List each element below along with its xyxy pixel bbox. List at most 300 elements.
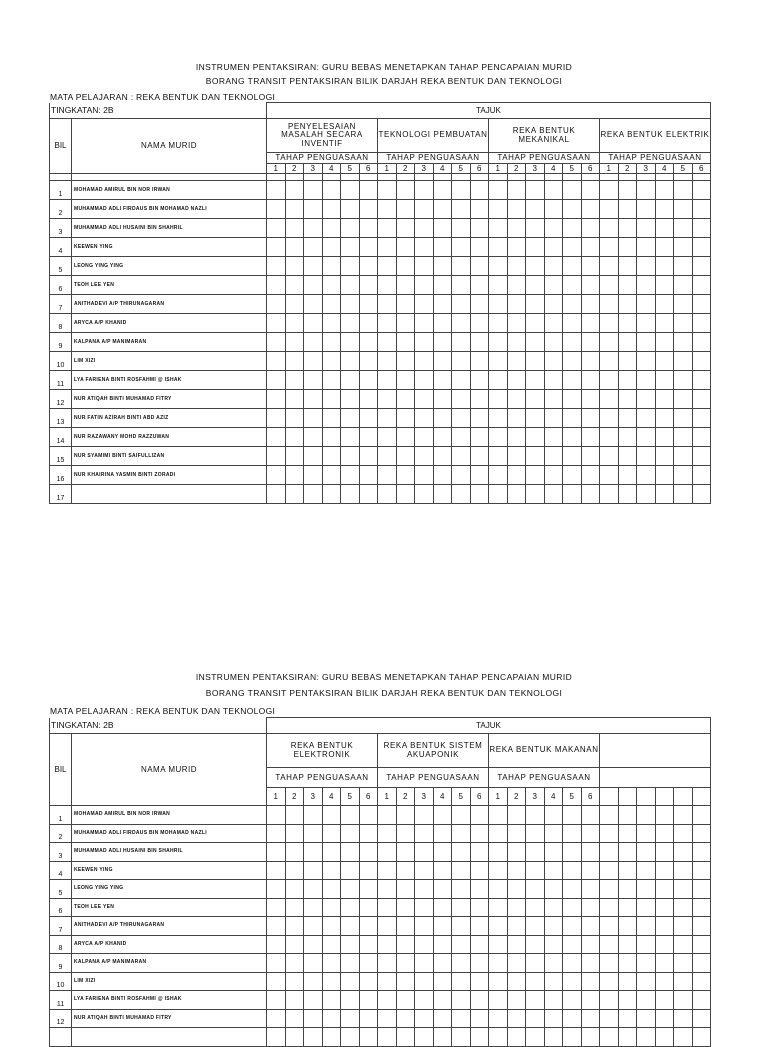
score-cell[interactable] (452, 333, 471, 352)
score-cell[interactable] (618, 333, 637, 352)
score-cell[interactable] (452, 409, 471, 428)
score-cell[interactable] (489, 295, 508, 314)
score-cell[interactable] (674, 898, 693, 917)
score-cell[interactable] (692, 181, 711, 200)
score-cell[interactable] (544, 314, 563, 333)
score-cell[interactable] (655, 447, 674, 466)
score-cell[interactable] (396, 935, 415, 954)
score-cell[interactable] (378, 200, 397, 219)
score-cell[interactable] (267, 935, 286, 954)
score-cell[interactable] (304, 447, 323, 466)
score-cell[interactable] (470, 917, 489, 936)
score-cell[interactable] (359, 352, 378, 371)
score-cell[interactable] (433, 954, 452, 973)
score-cell[interactable] (655, 861, 674, 880)
score-cell[interactable] (507, 314, 526, 333)
score-cell[interactable] (655, 390, 674, 409)
score-cell[interactable] (341, 972, 360, 991)
score-cell[interactable] (563, 314, 582, 333)
score-cell[interactable] (563, 181, 582, 200)
score-cell[interactable] (544, 898, 563, 917)
score-cell[interactable] (489, 314, 508, 333)
score-cell[interactable] (544, 390, 563, 409)
score-cell[interactable] (378, 238, 397, 257)
score-cell[interactable] (581, 181, 600, 200)
score-cell[interactable] (322, 861, 341, 880)
score-cell[interactable] (470, 972, 489, 991)
score-cell[interactable] (618, 824, 637, 843)
score-cell[interactable] (563, 917, 582, 936)
score-cell[interactable] (415, 200, 434, 219)
score-cell[interactable] (415, 390, 434, 409)
score-cell[interactable] (637, 843, 656, 862)
score-cell[interactable] (526, 935, 545, 954)
score-cell[interactable] (637, 972, 656, 991)
score-cell[interactable] (285, 371, 304, 390)
score-cell[interactable] (692, 219, 711, 238)
score-cell[interactable] (544, 954, 563, 973)
score-cell[interactable] (470, 181, 489, 200)
score-cell[interactable] (489, 238, 508, 257)
score-cell[interactable] (692, 991, 711, 1010)
score-cell[interactable] (507, 935, 526, 954)
score-cell[interactable] (655, 917, 674, 936)
score-cell[interactable] (526, 295, 545, 314)
score-cell[interactable] (618, 935, 637, 954)
score-cell[interactable] (581, 276, 600, 295)
score-cell[interactable] (637, 181, 656, 200)
score-cell[interactable] (637, 276, 656, 295)
score-cell[interactable] (637, 824, 656, 843)
score-cell[interactable] (600, 917, 619, 936)
score-cell[interactable] (285, 257, 304, 276)
score-cell[interactable] (341, 935, 360, 954)
score-cell[interactable] (637, 1009, 656, 1028)
score-cell[interactable] (526, 219, 545, 238)
score-cell[interactable] (581, 466, 600, 485)
score-cell[interactable] (544, 352, 563, 371)
score-cell[interactable] (433, 898, 452, 917)
score-cell[interactable] (637, 806, 656, 825)
score-cell[interactable] (674, 238, 693, 257)
score-cell[interactable] (563, 1009, 582, 1028)
score-cell[interactable] (489, 371, 508, 390)
score-cell[interactable] (655, 333, 674, 352)
score-cell[interactable] (581, 390, 600, 409)
score-cell[interactable] (433, 352, 452, 371)
score-cell[interactable] (359, 485, 378, 504)
score-cell[interactable] (489, 333, 508, 352)
score-cell[interactable] (507, 1009, 526, 1028)
score-cell[interactable] (470, 238, 489, 257)
score-cell[interactable] (452, 898, 471, 917)
score-cell[interactable] (600, 257, 619, 276)
score-cell[interactable] (563, 409, 582, 428)
score-cell[interactable] (396, 806, 415, 825)
score-cell[interactable] (489, 917, 508, 936)
score-cell[interactable] (415, 824, 434, 843)
score-cell[interactable] (359, 390, 378, 409)
score-cell[interactable] (267, 880, 286, 899)
score-cell[interactable] (526, 485, 545, 504)
score-cell[interactable] (618, 1009, 637, 1028)
score-cell[interactable] (600, 352, 619, 371)
score-cell[interactable] (452, 954, 471, 973)
score-cell[interactable] (563, 861, 582, 880)
score-cell[interactable] (526, 314, 545, 333)
score-cell[interactable] (452, 276, 471, 295)
score-cell[interactable] (267, 276, 286, 295)
score-cell[interactable] (544, 917, 563, 936)
score-cell[interactable] (396, 954, 415, 973)
score-cell[interactable] (378, 276, 397, 295)
score-cell[interactable] (359, 898, 378, 917)
score-cell[interactable] (637, 257, 656, 276)
score-cell[interactable] (433, 390, 452, 409)
score-cell[interactable] (507, 954, 526, 973)
score-cell[interactable] (692, 371, 711, 390)
score-cell[interactable] (581, 200, 600, 219)
score-cell[interactable] (378, 880, 397, 899)
score-cell[interactable] (544, 824, 563, 843)
score-cell[interactable] (341, 861, 360, 880)
score-cell[interactable] (507, 257, 526, 276)
score-cell[interactable] (378, 824, 397, 843)
score-cell[interactable] (526, 390, 545, 409)
score-cell[interactable] (359, 917, 378, 936)
score-cell[interactable] (378, 390, 397, 409)
score-cell[interactable] (655, 466, 674, 485)
score-cell[interactable] (452, 972, 471, 991)
score-cell[interactable] (526, 200, 545, 219)
score-cell[interactable] (618, 181, 637, 200)
score-cell[interactable] (637, 1028, 656, 1047)
score-cell[interactable] (581, 972, 600, 991)
score-cell[interactable] (322, 276, 341, 295)
score-cell[interactable] (433, 1028, 452, 1047)
score-cell[interactable] (507, 466, 526, 485)
score-cell[interactable] (396, 1028, 415, 1047)
score-cell[interactable] (581, 257, 600, 276)
score-cell[interactable] (285, 898, 304, 917)
score-cell[interactable] (285, 409, 304, 428)
score-cell[interactable] (396, 447, 415, 466)
score-cell[interactable] (581, 824, 600, 843)
score-cell[interactable] (378, 447, 397, 466)
score-cell[interactable] (489, 806, 508, 825)
score-cell[interactable] (470, 200, 489, 219)
score-cell[interactable] (322, 991, 341, 1010)
score-cell[interactable] (415, 295, 434, 314)
score-cell[interactable] (470, 276, 489, 295)
score-cell[interactable] (618, 466, 637, 485)
score-cell[interactable] (433, 972, 452, 991)
score-cell[interactable] (581, 806, 600, 825)
score-cell[interactable] (396, 295, 415, 314)
score-cell[interactable] (322, 428, 341, 447)
score-cell[interactable] (378, 257, 397, 276)
score-cell[interactable] (267, 917, 286, 936)
score-cell[interactable] (452, 181, 471, 200)
score-cell[interactable] (359, 314, 378, 333)
score-cell[interactable] (433, 447, 452, 466)
score-cell[interactable] (544, 181, 563, 200)
score-cell[interactable] (563, 257, 582, 276)
score-cell[interactable] (322, 333, 341, 352)
score-cell[interactable] (470, 485, 489, 504)
score-cell[interactable] (433, 1009, 452, 1028)
score-cell[interactable] (581, 295, 600, 314)
score-cell[interactable] (341, 295, 360, 314)
score-cell[interactable] (581, 238, 600, 257)
score-cell[interactable] (378, 806, 397, 825)
score-cell[interactable] (563, 371, 582, 390)
score-cell[interactable] (489, 390, 508, 409)
score-cell[interactable] (600, 954, 619, 973)
score-cell[interactable] (341, 276, 360, 295)
score-cell[interactable] (452, 257, 471, 276)
score-cell[interactable] (526, 991, 545, 1010)
score-cell[interactable] (378, 843, 397, 862)
score-cell[interactable] (618, 352, 637, 371)
score-cell[interactable] (267, 1028, 286, 1047)
score-cell[interactable] (341, 428, 360, 447)
score-cell[interactable] (692, 333, 711, 352)
score-cell[interactable] (507, 972, 526, 991)
score-cell[interactable] (415, 843, 434, 862)
score-cell[interactable] (618, 954, 637, 973)
score-cell[interactable] (285, 806, 304, 825)
score-cell[interactable] (322, 200, 341, 219)
score-cell[interactable] (526, 428, 545, 447)
score-cell[interactable] (489, 954, 508, 973)
score-cell[interactable] (655, 371, 674, 390)
score-cell[interactable] (600, 466, 619, 485)
score-cell[interactable] (304, 1009, 323, 1028)
score-cell[interactable] (526, 371, 545, 390)
score-cell[interactable] (470, 954, 489, 973)
score-cell[interactable] (285, 954, 304, 973)
score-cell[interactable] (378, 333, 397, 352)
score-cell[interactable] (655, 295, 674, 314)
score-cell[interactable] (470, 314, 489, 333)
score-cell[interactable] (396, 1009, 415, 1028)
score-cell[interactable] (489, 200, 508, 219)
score-cell[interactable] (563, 390, 582, 409)
score-cell[interactable] (600, 371, 619, 390)
score-cell[interactable] (526, 466, 545, 485)
score-cell[interactable] (507, 880, 526, 899)
score-cell[interactable] (322, 1009, 341, 1028)
score-cell[interactable] (396, 314, 415, 333)
score-cell[interactable] (396, 880, 415, 899)
score-cell[interactable] (581, 314, 600, 333)
score-cell[interactable] (674, 485, 693, 504)
score-cell[interactable] (267, 843, 286, 862)
score-cell[interactable] (341, 898, 360, 917)
score-cell[interactable] (489, 257, 508, 276)
score-cell[interactable] (618, 447, 637, 466)
score-cell[interactable] (581, 917, 600, 936)
score-cell[interactable] (526, 898, 545, 917)
score-cell[interactable] (526, 181, 545, 200)
score-cell[interactable] (507, 861, 526, 880)
score-cell[interactable] (396, 181, 415, 200)
score-cell[interactable] (618, 314, 637, 333)
score-cell[interactable] (655, 428, 674, 447)
score-cell[interactable] (267, 390, 286, 409)
score-cell[interactable] (267, 409, 286, 428)
score-cell[interactable] (267, 898, 286, 917)
score-cell[interactable] (544, 485, 563, 504)
score-cell[interactable] (452, 806, 471, 825)
score-cell[interactable] (322, 238, 341, 257)
score-cell[interactable] (396, 972, 415, 991)
score-cell[interactable] (674, 861, 693, 880)
score-cell[interactable] (674, 935, 693, 954)
score-cell[interactable] (433, 843, 452, 862)
score-cell[interactable] (544, 371, 563, 390)
score-cell[interactable] (692, 861, 711, 880)
score-cell[interactable] (637, 991, 656, 1010)
score-cell[interactable] (544, 428, 563, 447)
score-cell[interactable] (267, 428, 286, 447)
score-cell[interactable] (341, 200, 360, 219)
score-cell[interactable] (285, 314, 304, 333)
score-cell[interactable] (563, 991, 582, 1010)
score-cell[interactable] (452, 485, 471, 504)
score-cell[interactable] (692, 898, 711, 917)
score-cell[interactable] (489, 219, 508, 238)
score-cell[interactable] (507, 898, 526, 917)
score-cell[interactable] (507, 824, 526, 843)
score-cell[interactable] (304, 806, 323, 825)
score-cell[interactable] (378, 181, 397, 200)
score-cell[interactable] (267, 824, 286, 843)
score-cell[interactable] (304, 276, 323, 295)
score-cell[interactable] (396, 991, 415, 1010)
score-cell[interactable] (692, 806, 711, 825)
score-cell[interactable] (544, 295, 563, 314)
score-cell[interactable] (507, 390, 526, 409)
score-cell[interactable] (433, 861, 452, 880)
score-cell[interactable] (415, 1028, 434, 1047)
score-cell[interactable] (470, 333, 489, 352)
score-cell[interactable] (507, 333, 526, 352)
score-cell[interactable] (600, 447, 619, 466)
score-cell[interactable] (322, 390, 341, 409)
score-cell[interactable] (489, 843, 508, 862)
score-cell[interactable] (655, 972, 674, 991)
score-cell[interactable] (415, 935, 434, 954)
score-cell[interactable] (415, 991, 434, 1010)
score-cell[interactable] (341, 1009, 360, 1028)
score-cell[interactable] (692, 1028, 711, 1047)
score-cell[interactable] (396, 390, 415, 409)
score-cell[interactable] (655, 806, 674, 825)
score-cell[interactable] (489, 409, 508, 428)
score-cell[interactable] (341, 1028, 360, 1047)
score-cell[interactable] (470, 257, 489, 276)
score-cell[interactable] (692, 935, 711, 954)
score-cell[interactable] (359, 200, 378, 219)
score-cell[interactable] (285, 861, 304, 880)
score-cell[interactable] (267, 219, 286, 238)
score-cell[interactable] (637, 238, 656, 257)
score-cell[interactable] (637, 200, 656, 219)
score-cell[interactable] (341, 390, 360, 409)
score-cell[interactable] (267, 806, 286, 825)
score-cell[interactable] (433, 409, 452, 428)
score-cell[interactable] (563, 200, 582, 219)
score-cell[interactable] (674, 447, 693, 466)
score-cell[interactable] (563, 824, 582, 843)
score-cell[interactable] (692, 390, 711, 409)
score-cell[interactable] (322, 880, 341, 899)
score-cell[interactable] (378, 466, 397, 485)
score-cell[interactable] (267, 333, 286, 352)
score-cell[interactable] (415, 238, 434, 257)
score-cell[interactable] (304, 200, 323, 219)
score-cell[interactable] (452, 861, 471, 880)
score-cell[interactable] (415, 972, 434, 991)
score-cell[interactable] (415, 1009, 434, 1028)
score-cell[interactable] (600, 409, 619, 428)
score-cell[interactable] (378, 428, 397, 447)
score-cell[interactable] (304, 428, 323, 447)
score-cell[interactable] (285, 972, 304, 991)
score-cell[interactable] (285, 390, 304, 409)
score-cell[interactable] (507, 485, 526, 504)
score-cell[interactable] (415, 333, 434, 352)
score-cell[interactable] (341, 314, 360, 333)
score-cell[interactable] (655, 314, 674, 333)
score-cell[interactable] (341, 917, 360, 936)
score-cell[interactable] (341, 824, 360, 843)
score-cell[interactable] (322, 219, 341, 238)
score-cell[interactable] (692, 200, 711, 219)
score-cell[interactable] (378, 485, 397, 504)
score-cell[interactable] (674, 1009, 693, 1028)
score-cell[interactable] (267, 352, 286, 371)
score-cell[interactable] (600, 861, 619, 880)
score-cell[interactable] (359, 333, 378, 352)
score-cell[interactable] (415, 954, 434, 973)
score-cell[interactable] (341, 485, 360, 504)
score-cell[interactable] (396, 238, 415, 257)
score-cell[interactable] (378, 219, 397, 238)
score-cell[interactable] (544, 219, 563, 238)
score-cell[interactable] (692, 954, 711, 973)
score-cell[interactable] (304, 352, 323, 371)
score-cell[interactable] (600, 295, 619, 314)
score-cell[interactable] (452, 1009, 471, 1028)
score-cell[interactable] (322, 898, 341, 917)
score-cell[interactable] (674, 880, 693, 899)
score-cell[interactable] (674, 1028, 693, 1047)
score-cell[interactable] (618, 917, 637, 936)
score-cell[interactable] (563, 972, 582, 991)
score-cell[interactable] (507, 991, 526, 1010)
score-cell[interactable] (341, 238, 360, 257)
score-cell[interactable] (544, 447, 563, 466)
score-cell[interactable] (285, 295, 304, 314)
score-cell[interactable] (581, 485, 600, 504)
score-cell[interactable] (341, 333, 360, 352)
score-cell[interactable] (563, 485, 582, 504)
score-cell[interactable] (285, 917, 304, 936)
score-cell[interactable] (526, 333, 545, 352)
